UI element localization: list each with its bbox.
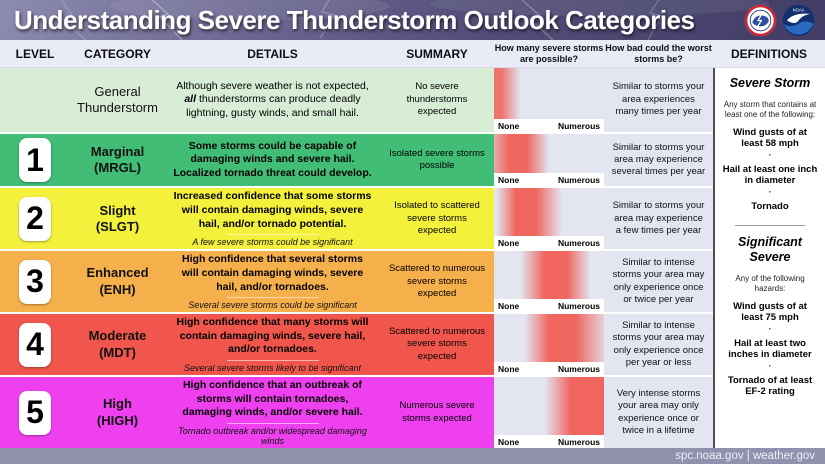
frequency-scale (494, 119, 604, 132)
frequency-gradient (494, 251, 604, 299)
level-number: 2 (19, 197, 51, 241)
details-divider (227, 297, 319, 298)
nws-logo-icon (744, 4, 777, 37)
item-separator-dot: · (768, 186, 772, 197)
summary-cell: Scattered to numerous severe storms expected (388, 326, 486, 362)
frequency-cell (494, 188, 604, 249)
summary-cell: Isolated to scattered severe storms expected (394, 200, 480, 236)
impact-cell: Very intense storms your area may only experience once or twice in a lifetime (604, 377, 713, 448)
definition-intro: Any storm that contains at least one of the following: (723, 100, 817, 119)
level-cell (0, 68, 70, 132)
frequency-cell (494, 68, 604, 132)
category-cell (70, 188, 165, 249)
definition-item-hail-1in: Hail at least one inch in diameter (722, 163, 818, 187)
impact-cell: Similar to storms your area may experience a few times per year (604, 188, 713, 249)
frequency-cell (494, 377, 604, 448)
row-high (0, 377, 713, 448)
category-name: Moderate (88, 328, 147, 344)
details-divider (227, 234, 319, 235)
col-header-how-many: How many severe storms are possible? (494, 43, 604, 64)
row-general-thunderstorm (0, 68, 713, 134)
category-cell (70, 251, 165, 312)
category-name: Enhanced (86, 265, 149, 281)
category-name: High (103, 396, 132, 412)
col-header-level: LEVEL (15, 46, 55, 61)
frequency-gradient (494, 188, 604, 236)
category-cell (70, 134, 165, 186)
category-code: (ENH) (99, 281, 136, 297)
row-slight (0, 188, 713, 251)
header (0, 0, 825, 40)
level-cell (0, 251, 70, 312)
definition-title-significant-severe: Significant Severe (738, 234, 802, 264)
level-cell (0, 377, 70, 448)
category-name: General (94, 83, 141, 99)
frequency-cell (494, 134, 604, 186)
details-divider (227, 360, 319, 361)
item-separator-dot: · (768, 360, 772, 371)
scale-label-none: None (498, 436, 520, 447)
footer-links: spc.noaa.gov | weather.gov (675, 450, 815, 462)
scale-label-numerous: Numerous (557, 174, 600, 185)
definition-intro: Any of the following hazards: (735, 273, 805, 293)
impact-cell: Similar to intense storms your area may only experience once or twice per year (604, 251, 713, 312)
frequency-scale (494, 236, 604, 249)
definition-item-tornado-ef2: Tornado of at least EF-2 rating (727, 374, 813, 397)
frequency-gradient (494, 377, 604, 435)
category-code: Thunderstorm (77, 100, 158, 115)
summary-cell: Isolated severe storms possible (389, 147, 485, 172)
frequency-scale (494, 362, 604, 375)
scale-label-numerous: Numerous (557, 436, 600, 447)
summary-cell: Numerous severe storms expected (399, 400, 475, 424)
col-header-category: CATEGORY (84, 46, 151, 61)
level-cell (0, 134, 70, 186)
noaa-logo-icon (782, 4, 815, 37)
frequency-gradient (494, 68, 604, 119)
details-note: Tornado outbreak and/or widespread damaging winds (178, 426, 367, 446)
logo-group (744, 4, 825, 37)
definition-item-wind-58: Wind gusts of at least 58 mph (733, 127, 807, 150)
summary-cell: Scattered to numerous severe storms expected (388, 263, 486, 299)
details-cell (165, 251, 380, 312)
category-code: (MRGL) (94, 160, 141, 176)
definition-item-hail-2in: Hail at least two inches in diameter (728, 337, 812, 361)
details-cell (165, 134, 380, 186)
definition-item-tornado: Tornado (751, 200, 789, 212)
definition-item-wind-75: Wind gusts of at least 75 mph (733, 300, 807, 324)
level-number: 1 (19, 138, 51, 182)
item-separator-dot: · (768, 149, 772, 160)
category-code: (MDT) (99, 344, 136, 360)
frequency-scale (494, 299, 604, 312)
svg-text:NOAA: NOAA (792, 6, 805, 12)
row-enhanced (0, 251, 713, 314)
category-code: (SLGT) (95, 218, 140, 234)
scale-label-none: None (498, 120, 520, 131)
main-table (0, 68, 825, 448)
details-text: Although severe weather is not expected, all thunderstorms can produce deadly lightning, gusty winds, and small hail. (176, 79, 369, 119)
details-note: A few severe storms could be significant (192, 237, 353, 248)
frequency-gradient (494, 134, 604, 173)
category-rows (0, 68, 713, 448)
details-text: High confidence that an outbreak of storms will contain tornadoes, damaging winds, and/or severe hail. (182, 379, 363, 419)
details-text: Increased confidence that some storms will contain damaging winds, severe hail, and/or tornado potential. (173, 190, 372, 230)
scale-label-none: None (498, 300, 520, 311)
frequency-cell (494, 314, 604, 375)
frequency-scale (494, 435, 604, 448)
page-title: Understanding Severe Thunderstorm Outlook Categories (14, 4, 695, 35)
level-number: 5 (19, 391, 51, 435)
scale-label-numerous: Numerous (557, 237, 600, 248)
details-emphasis: all (184, 93, 197, 106)
row-marginal (0, 134, 713, 188)
scale-label-none: None (498, 237, 520, 248)
col-header-summary: SUMMARY (406, 46, 468, 61)
definitions-divider (735, 225, 805, 226)
frequency-cell (494, 251, 604, 312)
details-text: High confidence that many storms will contain damaging winds, severe hail, and/or tornadoes. (176, 316, 369, 356)
details-note: Several severe storms could be significant (188, 300, 357, 311)
details-divider (227, 423, 319, 424)
footer (0, 448, 825, 464)
details-text: High confidence that several storms will contain damaging winds, severe hail, and/or tornadoes. (181, 253, 364, 293)
col-header-details: DETAILS (247, 46, 298, 61)
category-cell (70, 68, 165, 132)
category-code: (HIGH) (96, 412, 139, 428)
scale-label-none: None (498, 363, 520, 374)
column-headers (0, 40, 825, 68)
definition-title-severe-storm: Severe Storm (729, 76, 811, 90)
category-name: Marginal (90, 143, 145, 159)
level-number: 3 (19, 260, 51, 304)
scale-label-numerous: Numerous (557, 363, 600, 374)
row-moderate (0, 314, 713, 377)
details-note: Several severe storms likely to be significant (183, 363, 362, 374)
details-cell (165, 377, 380, 448)
summary-cell: No severe thunderstorms expected (406, 81, 468, 118)
frequency-gradient (494, 314, 604, 362)
scale-label-none: None (498, 174, 520, 185)
scale-label-numerous: Numerous (557, 120, 600, 131)
level-cell (0, 314, 70, 375)
details-cell (165, 68, 380, 132)
col-header-definitions: DEFINITIONS (730, 46, 807, 61)
details-cell (165, 314, 380, 375)
category-name: Slight (99, 202, 136, 218)
scale-label-numerous: Numerous (557, 300, 600, 311)
definitions-panel (713, 68, 825, 448)
impact-cell: Similar to storms your area may experience several times per year (604, 134, 713, 186)
category-cell (70, 314, 165, 375)
col-header-how-bad: How bad could the worst storms be? (605, 43, 712, 64)
frequency-scale (494, 173, 604, 186)
details-cell (165, 188, 380, 249)
item-separator-dot: · (768, 323, 772, 334)
category-cell (70, 377, 165, 448)
level-number: 4 (19, 323, 51, 367)
impact-cell: Similar to storms your area experiences many times per year (604, 68, 713, 132)
impact-cell: Similar to intense storms your area may only experience once per year or less (604, 314, 713, 375)
details-text: Some storms could be capable of damaging winds and severe hail. Localized tornado threat could develop. (173, 139, 372, 179)
level-cell (0, 188, 70, 249)
